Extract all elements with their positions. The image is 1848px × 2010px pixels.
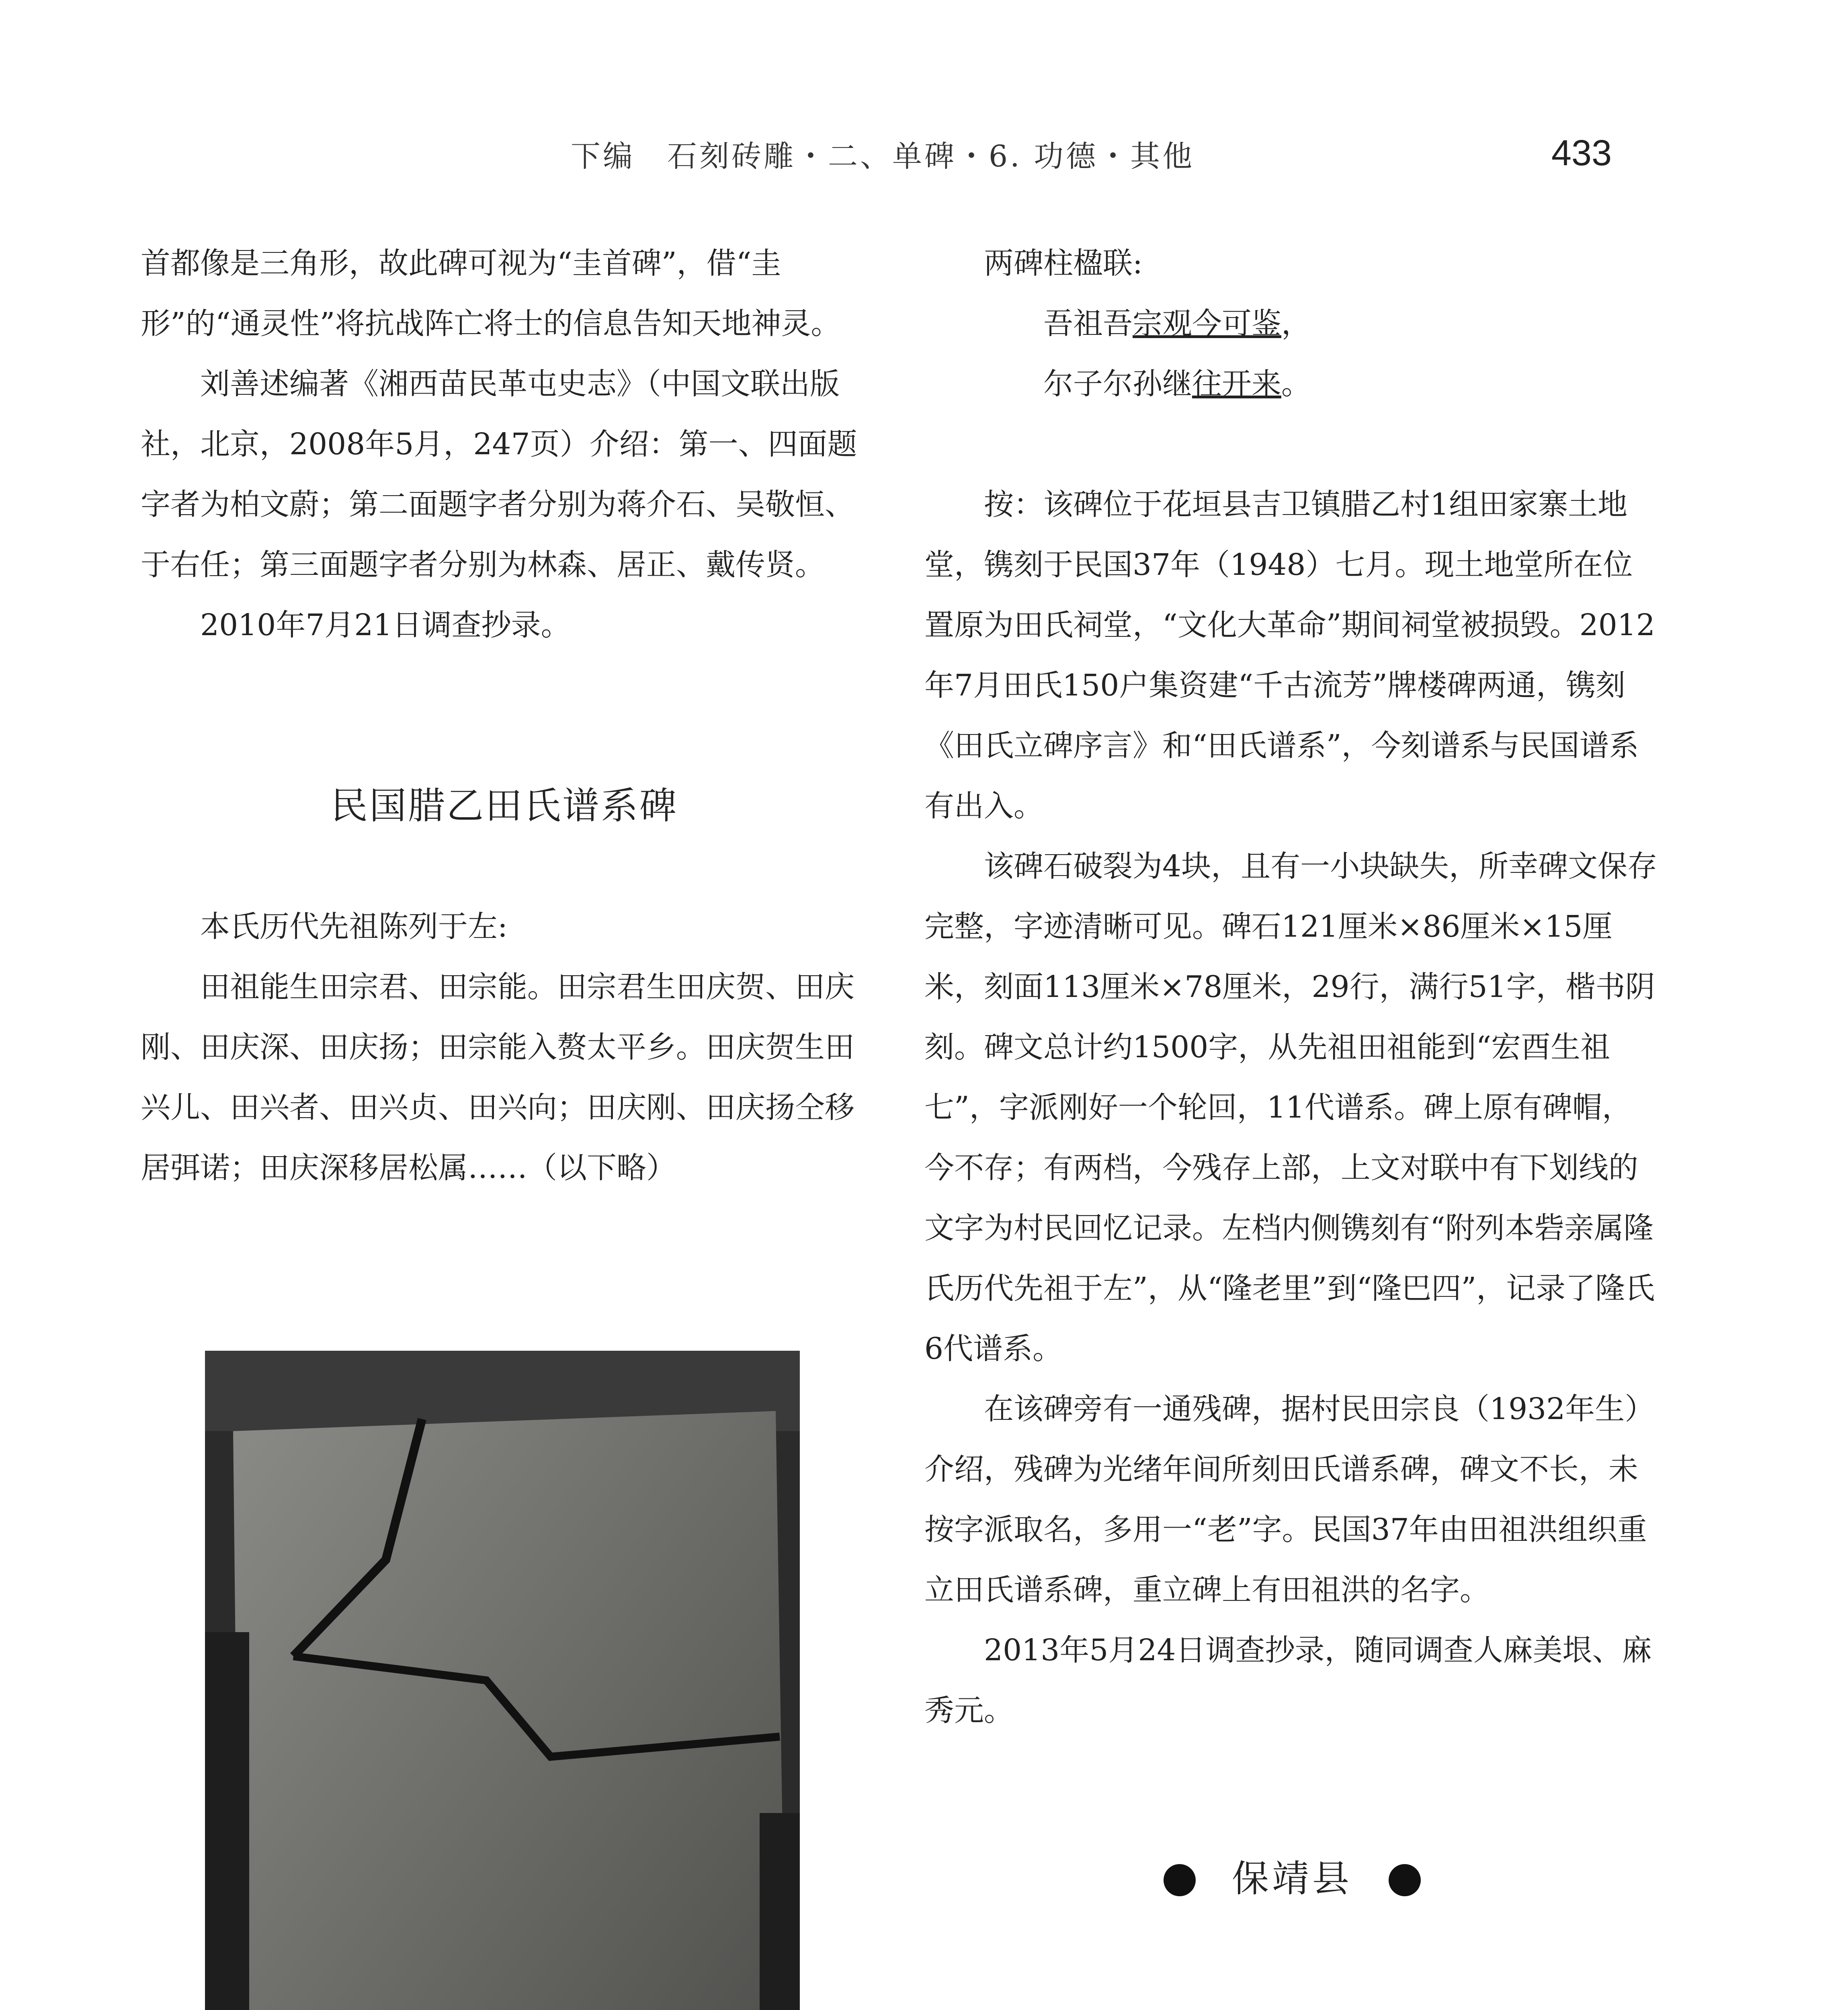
paragraph: 在该碑旁有一通残碑，据村民田宗良（1932年生）介绍，残碑为光绪年间所刻田氏谱系碑，碑文不长，未按字派取名，多用一“老”字。民国37年由田祖洪组织重立田氏谱系碑，重立碑上有田祖洪的名字。 (924, 1392, 1655, 1607)
paragraph: 该碑石破裂为4块，且有一小块缺失，所幸碑文保存完整，字迹清晰可见。碑石121厘米×86厘米×15厘米，刻面113厘米×78厘米，29行，满行51字，楷书阴刻。碑文总计约1500字，从先祖田祖能到“宏酉生祖七”，字派刚好一个轮回，11代谱系。碑上原有碑帽，今不存；有两档，今残存上部，上文对联中有下划线的文字为村民回忆记录。左档内侧镌刻有“附列本砦亲属隆氏历代先祖于左”，从“隆老里”到“隆巴四”，记录了隆氏6代谱系。 (924, 849, 1657, 1366)
paragraph: 本氏历代先祖陈列于左: (200, 909, 508, 944)
paragraph: 田祖能生田宗君、田宗能。田宗君生田庆贺、田庆刚、田庆深、田庆扬；田宗能入赘太平乡。田庆贺生田兴儿、田兴者、田兴贞、田兴向；田庆刚、田庆扬仝移居弭诺；田庆深移居松属……（以下略） (141, 970, 854, 1185)
bullet-icon (1164, 1864, 1196, 1896)
section-title: 民国腊乙田氏谱系碑 (330, 784, 678, 827)
stele-photo (205, 1351, 800, 2010)
couplet-label: 两碑柱楹联: (984, 246, 1143, 281)
running-header: 下编 石刻砖雕・二、单碑・6. 功德・其他 (571, 139, 1195, 174)
stele-photo-image (205, 1351, 800, 2010)
paragraph: 2013年5月24日调查抄录，随同调查人麻美垠、麻秀元。 (924, 1633, 1652, 1728)
right-column (924, 233, 1660, 1741)
paragraph: 2010年7月21日调查抄录。 (200, 608, 571, 642)
paragraph: 首都像是三角形，故此碑可视为“圭首碑”，借“圭形”的“通灵性”将抗战阵亡将士的信息告知天地神灵。 (141, 246, 841, 341)
left-column (141, 233, 868, 1198)
couplet-line-1: 吾祖吾宗观今可鉴， (1043, 306, 1311, 341)
couplet-line-2: 尔子尔孙继往开来。 (1043, 367, 1311, 401)
paragraph: 按：该碑位于花垣县吉卫镇腊乙村1组田家寨土地堂，镌刻于民国37年（1948）七月。现土地堂所在位置原为田氏祠堂，“文化大革命”期间祠堂被损毁。2012年7月田氏150户集资建“千古流芳”牌楼碑两通，镌刻《田氏立碑序言》和“田氏谱系”，今刻谱系与民国谱系有出入。 (924, 487, 1655, 823)
paragraph: 刘善述编著《湘西苗民革屯史志》（中国文联出版社，北京，2008年5月，247页）介绍：第一、四面题字者为柏文蔚；第二面题字者分别为蒋介石、吴敬恒、于右任；第三面题字者分别为林森、居正、戴传贤。 (141, 367, 857, 582)
bullet-icon (1389, 1864, 1421, 1896)
page-number: 433 (1551, 133, 1612, 173)
county-heading: 保靖县 (924, 1849, 1660, 1902)
